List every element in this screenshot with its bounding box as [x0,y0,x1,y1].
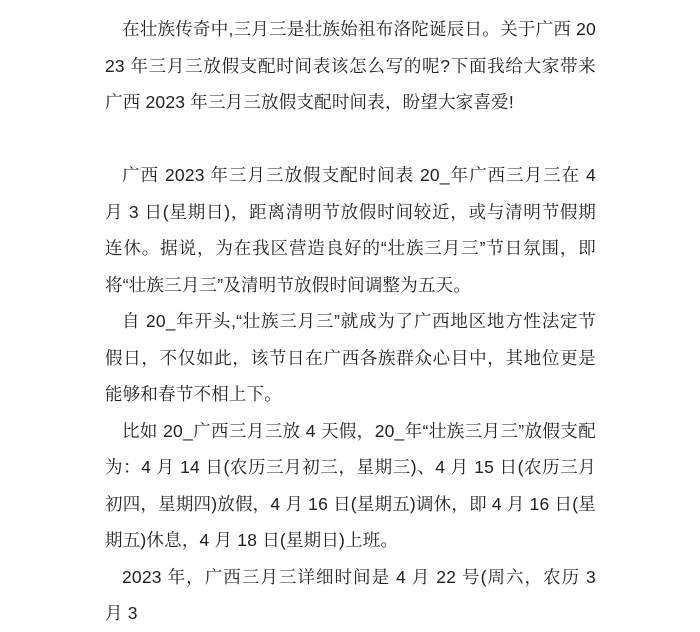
paragraph-legal-holiday: 自 20_年开头,“壮族三月三”就成为了广西地区地方性法定节假日，不仅如此，该节日在广西各族群众心目中，其地位更是能够和春节不相上下。 [105,311,596,404]
paragraph-example-arrangement: 比如 20_广西三月三放 4 天假，20_年“壮族三月三”放假支配为：4 月 14 日(农历三月初三，星期三)、4 月 15 日(农历三月初四，星期四)放假，4 月 16 日(星期五)调休，即 4 月 16 日(星期五)休息，4 月 18 日(星期日)上班。 [105,420,596,550]
paragraph-2023-date: 2023 年，广西三月三详细时间是 4 月 22 号(周六，农历 3 月 3 [105,566,596,623]
paragraph-schedule-overview: 广西 2023 年三月三放假支配时间表 20_年广西三月三在 4 月 3 日(星期日)，距离清明节放假时间较近，或与清明节假期连休。据说，为在我区营造良好的“壮族三月三”节日氛围，即将“壮族三月三”及清明节放假时间调整为五天。 [105,165,596,295]
paragraph-intro: 在壮族传奇中,三月三是壮族始祖布洛陀诞辰日。关于广西 2023 年三月三放假支配时间表该怎么写的呢?下面我给大家带来广西 2023 年三月三放假支配时间表，盼望大家喜爱! [105,19,596,112]
